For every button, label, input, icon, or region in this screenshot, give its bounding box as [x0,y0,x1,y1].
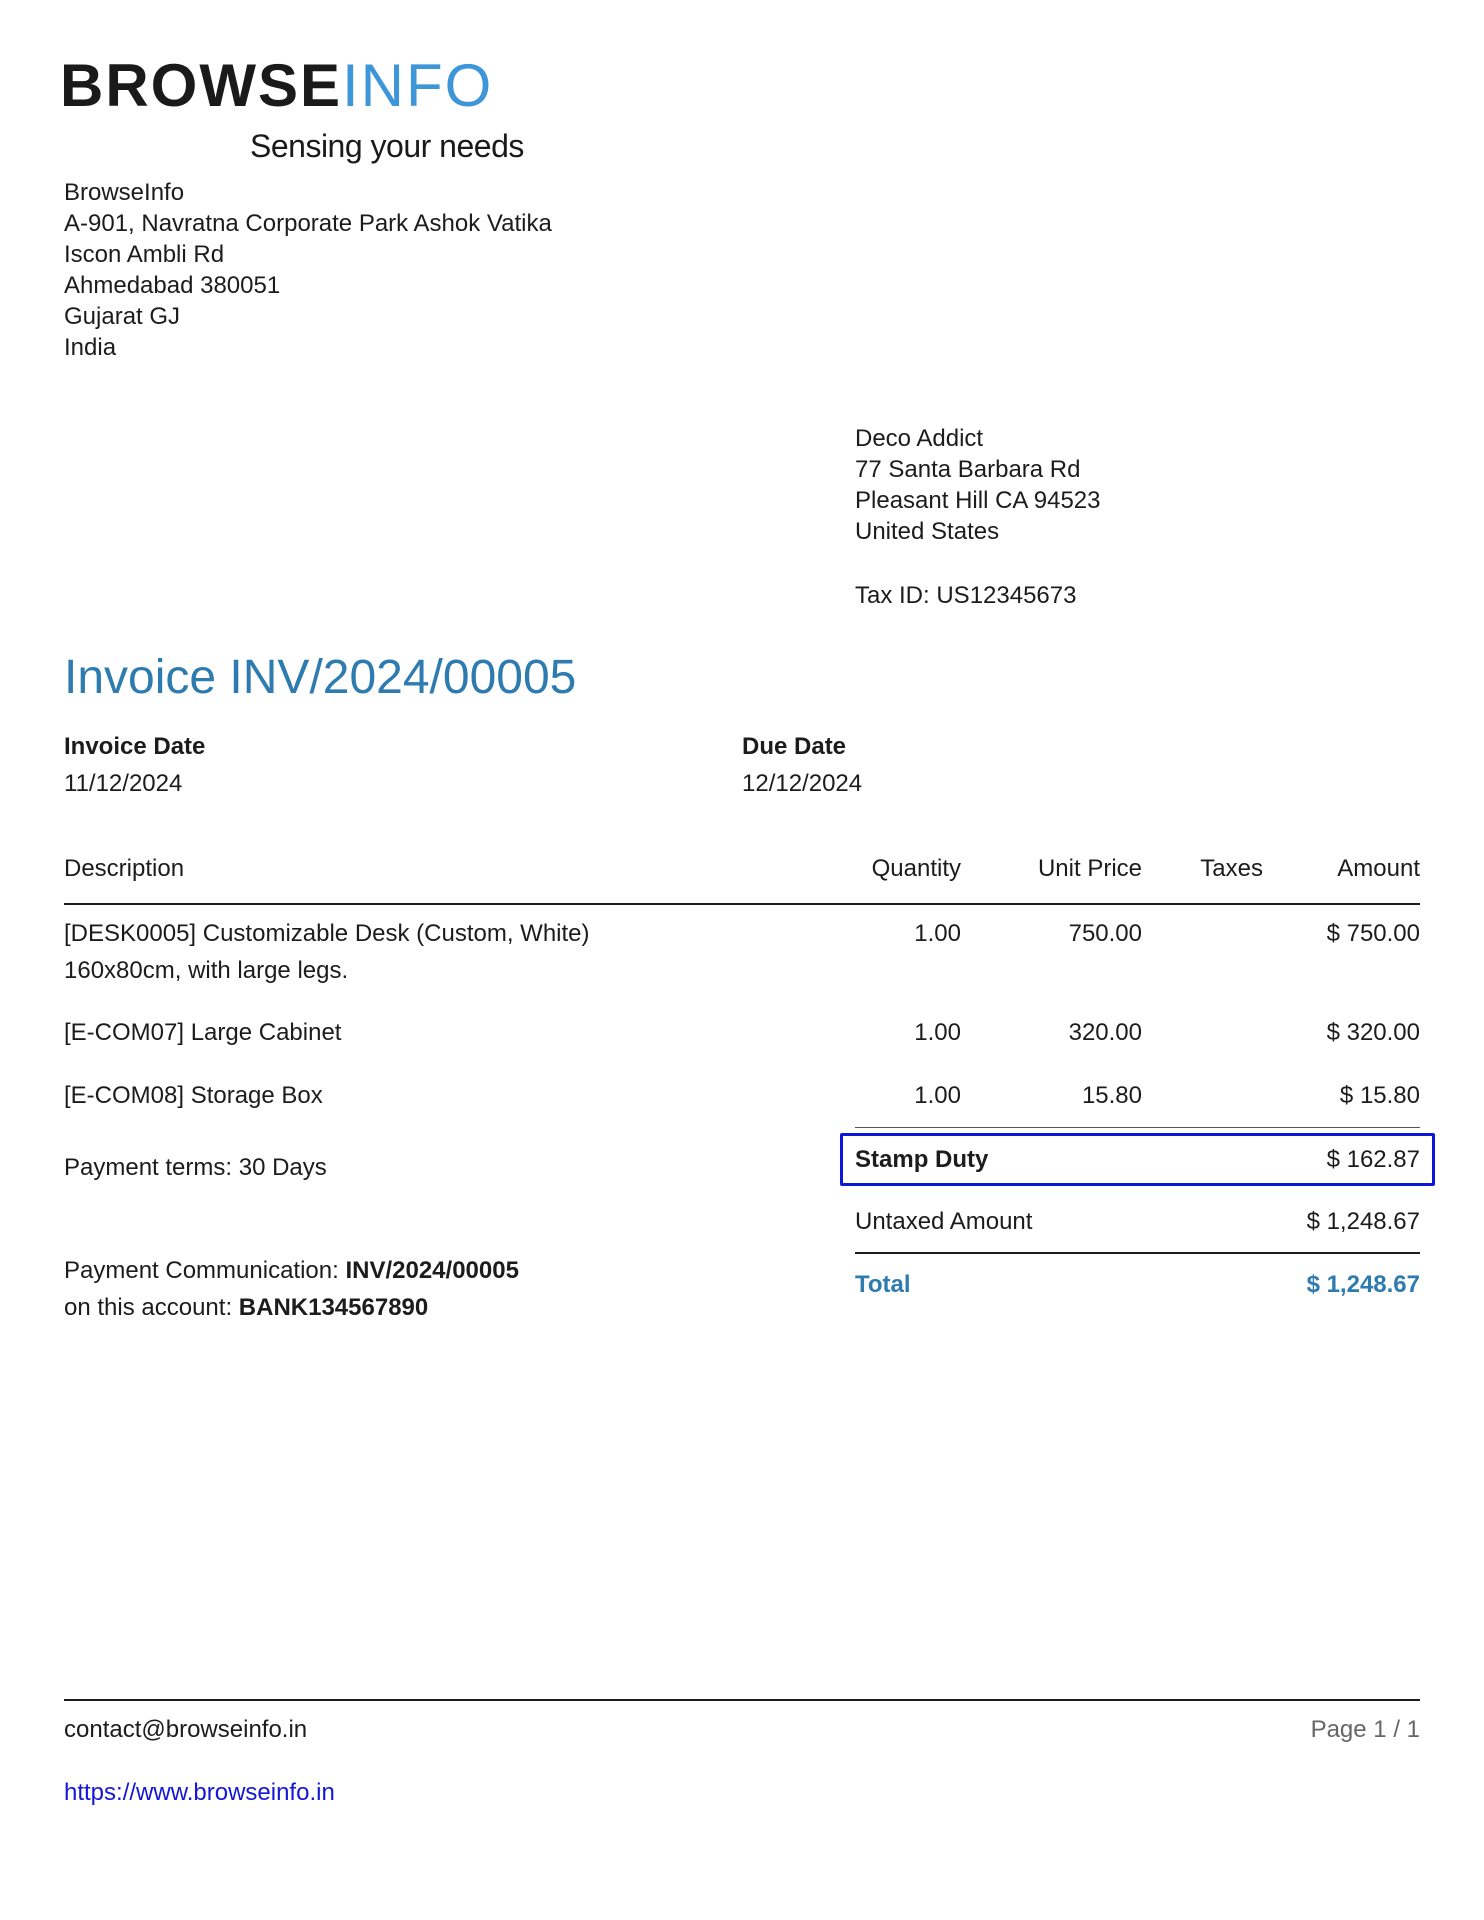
total-value: $ 1,248.67 [1306,1271,1420,1298]
payment-communication-label: Payment Communication: [64,1257,346,1284]
table-row [64,1077,1420,1117]
row-amount: $ 15.80 [1339,1082,1420,1109]
table-row [64,1014,1420,1054]
row-amount: $ 320.00 [1326,1019,1420,1046]
logo-word-dark: BROWSE [60,52,342,119]
company-logo [60,52,524,166]
column-header-unit-price: Unit Price [1037,855,1142,882]
invoice-title: Invoice INV/2024/00005 [64,651,577,704]
payment-terms: Payment terms: 30 Days [64,1154,327,1181]
company-name: BrowseInfo [64,179,185,206]
stamp-duty-value: $ 162.87 [1326,1146,1420,1173]
row-description-detail: 160x80cm, with large legs. [64,957,349,984]
column-header-description: Description [64,855,185,882]
row-quantity: 1.00 [914,1082,961,1109]
logo-wordmark [60,52,500,119]
column-header-taxes: Taxes [1200,855,1263,882]
company-address-line: Gujarat GJ [64,303,181,330]
logo-tagline: Sensing your needs [250,128,524,164]
column-header-quantity: Quantity [871,855,961,882]
invoice-date-label: Invoice Date [64,733,206,760]
payment-account-label: on this account: [64,1294,239,1321]
customer-address [855,423,1100,547]
invoice-date-value: 11/12/2024 [64,770,183,797]
row-description: [E-COM07] Large Cabinet [64,1019,342,1046]
row-quantity: 1.00 [914,920,961,947]
row-unit-price: 320.00 [1068,1019,1142,1046]
footer-email[interactable]: contact@browseinfo.in [64,1716,308,1743]
customer-name: Deco Addict [855,425,984,452]
company-address [64,177,552,363]
row-amount: $ 750.00 [1326,920,1420,947]
untaxed-amount-label: Untaxed Amount [855,1208,1033,1235]
payment-account-line [64,1289,519,1326]
invoice-date-block [64,731,205,799]
due-date-label: Due Date [742,733,847,760]
footer-website-link[interactable]: https://www.browseinfo.in [64,1779,335,1806]
footer-divider [64,1699,1420,1701]
row-unit-price: 750.00 [1068,920,1142,947]
row-unit-price: 15.80 [1081,1082,1142,1109]
company-address-line: A-901, Navratna Corporate Park Ashok Vatika [64,210,552,237]
customer-tax-id: Tax ID: US12345673 [855,582,1077,609]
customer-address-line: 77 Santa Barbara Rd [855,456,1081,483]
row-description: [E-COM08] Storage Box [64,1082,323,1109]
payment-communication-line [64,1252,519,1289]
company-address-line: India [64,334,117,361]
subtotal-divider [855,1127,1420,1128]
row-quantity: 1.00 [914,1019,961,1046]
untaxed-amount-value: $ 1,248.67 [1306,1208,1420,1235]
total-divider [855,1252,1420,1254]
due-date-value: 12/12/2024 [742,770,863,797]
company-address-line: Iscon Ambli Rd [64,241,225,268]
customer-address-line: Pleasant Hill CA 94523 [855,487,1101,514]
payment-account-number: BANK134567890 [238,1294,429,1321]
due-date-block [742,731,862,799]
footer-page-number: Page 1 / 1 [1310,1716,1420,1743]
logo-word-accent: INFO [342,52,494,119]
row-description: [DESK0005] Customizable Desk (Custom, White) [64,920,590,947]
table-header-divider [64,903,1420,905]
payment-communication [64,1252,519,1326]
company-address-line: Ahmedabad 380051 [64,272,281,299]
customer-address-line: United States [855,518,1000,545]
table-row [64,915,1420,995]
stamp-duty-label: Stamp Duty [855,1146,989,1173]
payment-communication-reference: INV/2024/00005 [345,1257,519,1284]
column-header-amount: Amount [1337,855,1420,882]
total-label: Total [855,1271,911,1298]
